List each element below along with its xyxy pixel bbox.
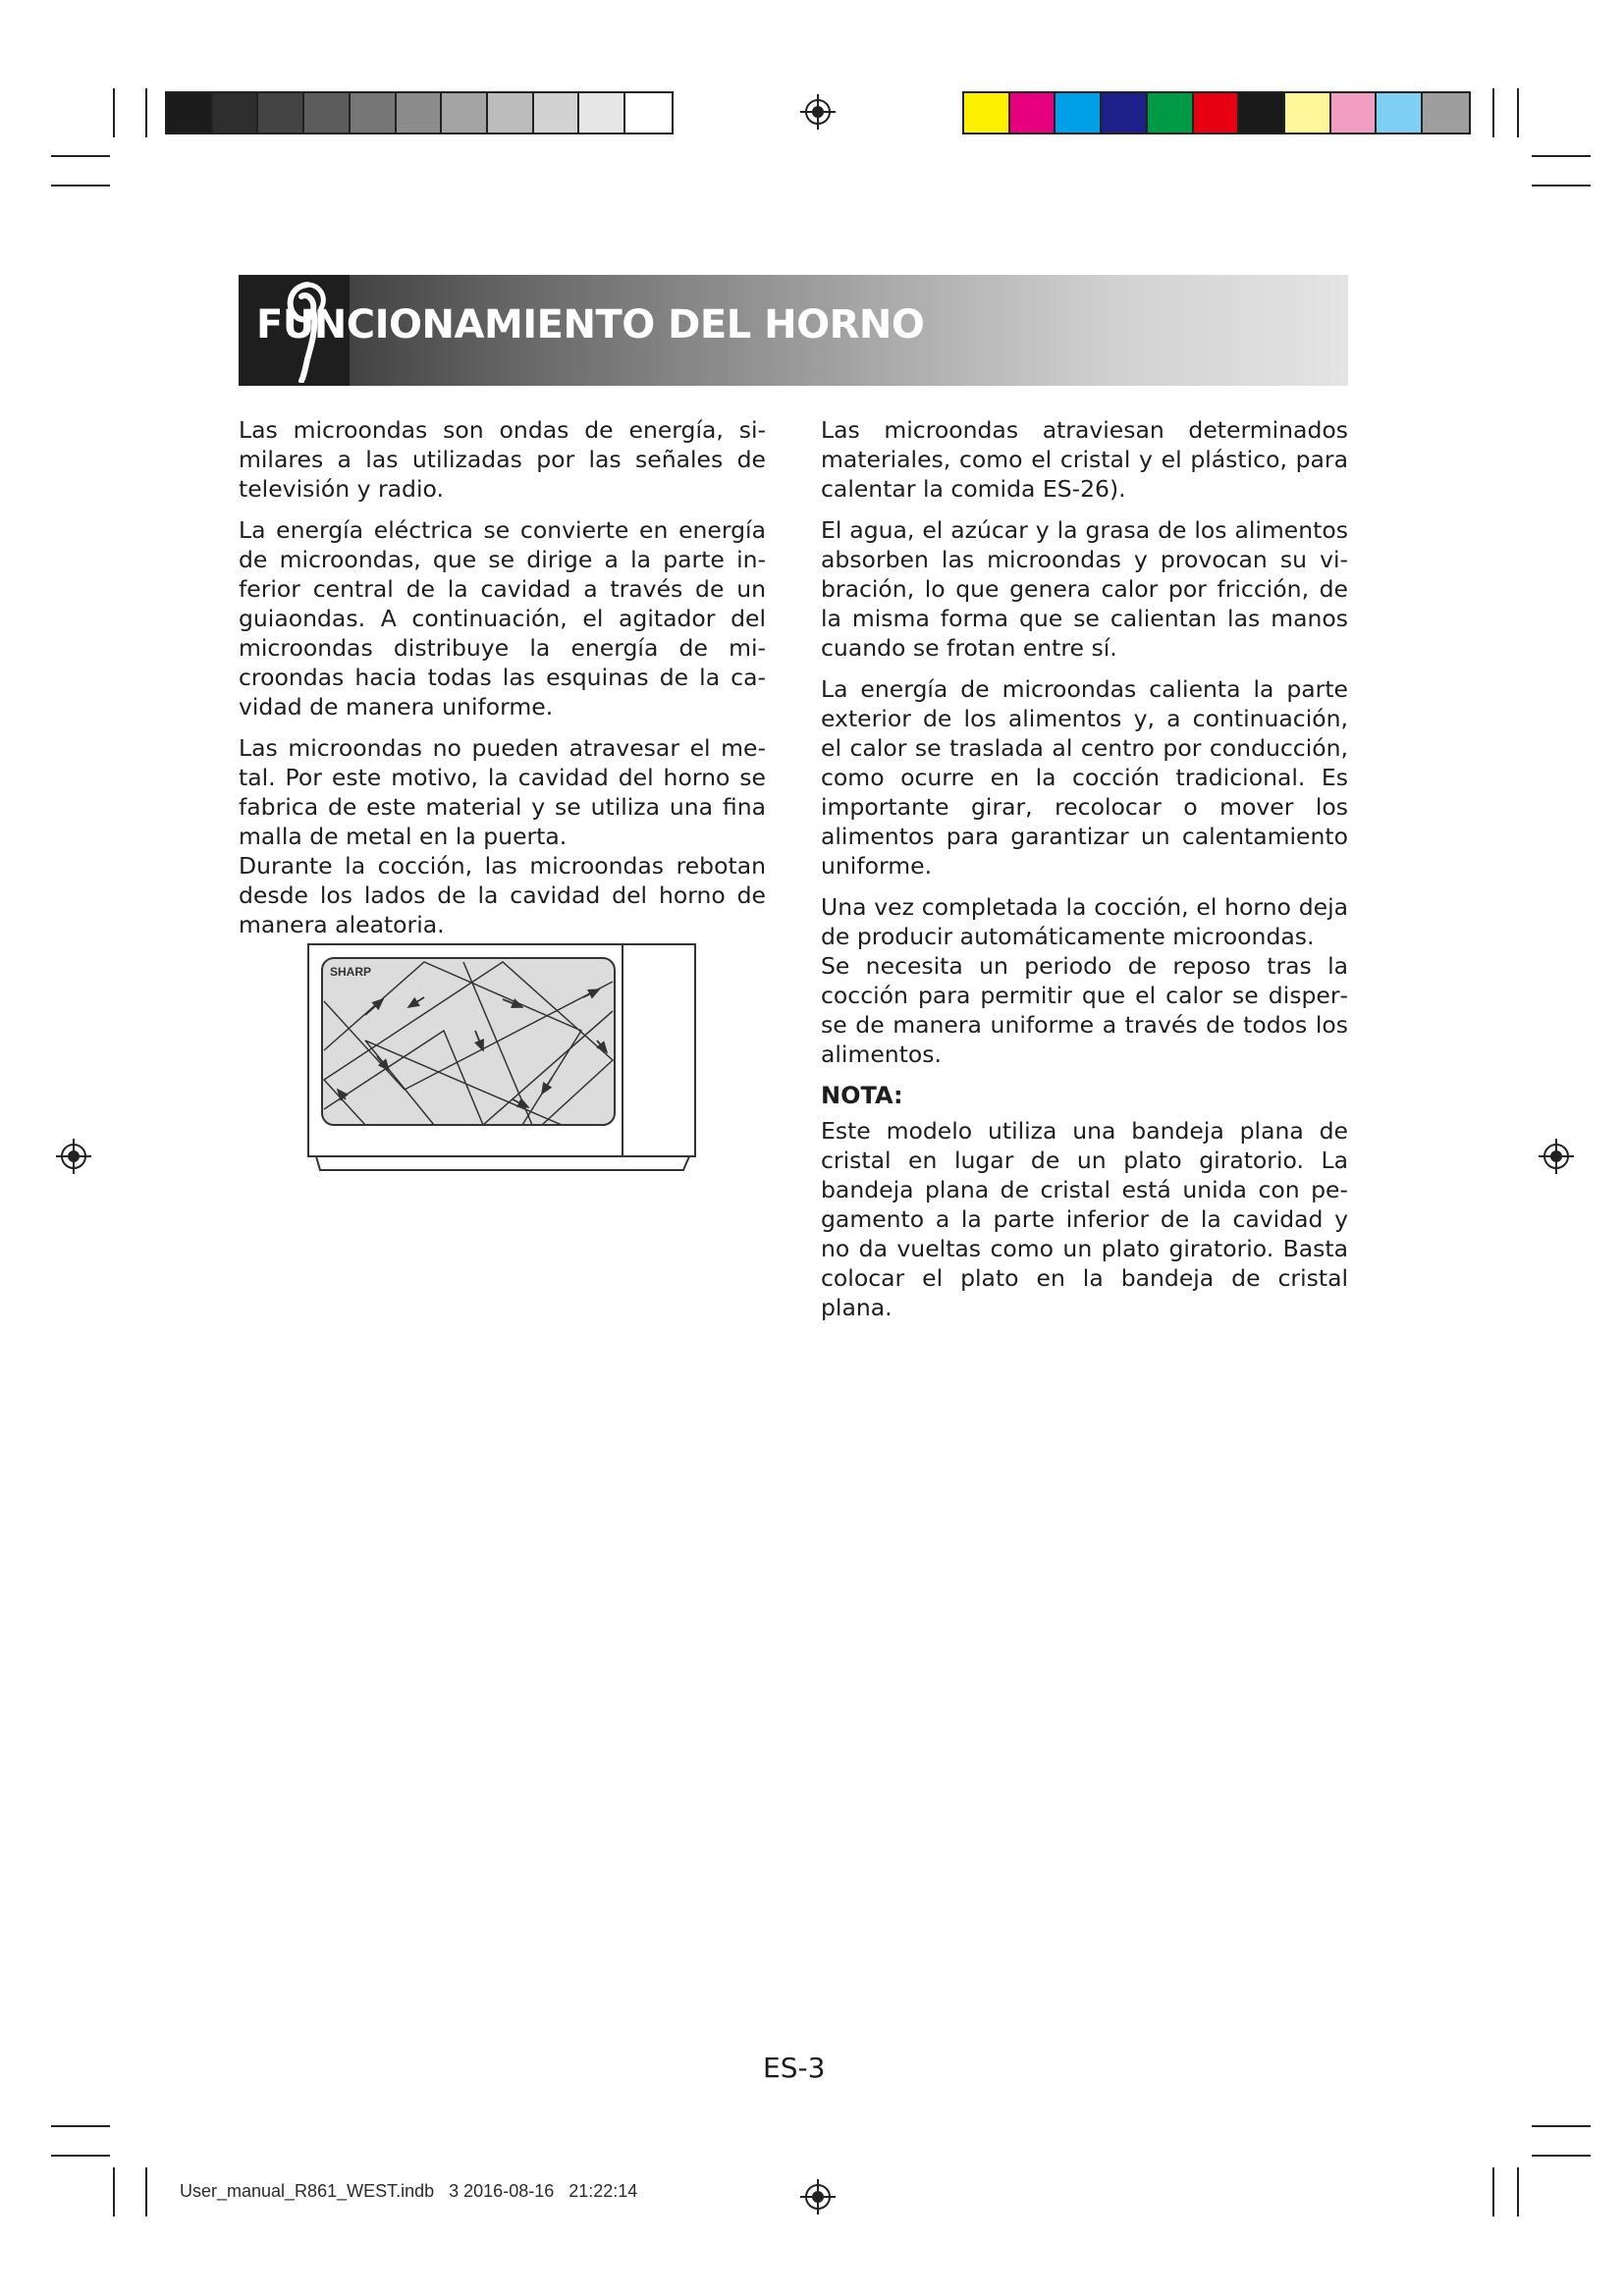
section-heading-banner: [239, 275, 1348, 386]
paragraph: Las microondas atraviesan determinados materiales, como el cristal y el plástico, para calentar la comida ES-26).: [821, 416, 1348, 503]
microwave-reflection-diagram: [306, 942, 699, 1178]
crop-mark: [1492, 2167, 1494, 2216]
crop-mark: [113, 2167, 115, 2216]
calibration-swatch: [1148, 93, 1194, 133]
paragraph: La energía eléctrica se convierte en energía de microondas, que se dirige a la parte inferior central de la cavidad a través de un guiaondas. A continuación, el agitador del microondas distribuye la energía de microondas hacia todas las esquinas de la cavidad de manera uniforme.: [239, 516, 766, 721]
page-title: FUNCIONAMIENTO DEL HORNO: [256, 302, 925, 347]
grayscale-calibration-bar: [165, 91, 674, 134]
left-column: [239, 415, 766, 951]
paragraph: La energía de microondas calienta la parte exterior de los alimentos y, a continuación, el calor se traslada al centro por conducción, como ocurre en la cocción tradicional. Es importante girar, recolocar o mover los alimentos para garantizar un calentamiento uniforme.: [821, 675, 1348, 880]
paragraph: Se necesita un periodo de reposo tras la cocción para permitir que el calor se disperse de manera uniforme a través de todos los alimentos.: [821, 952, 1348, 1068]
registration-mark-icon: [1537, 1137, 1576, 1176]
calibration-swatch: [1056, 93, 1102, 133]
registration-mark-icon: [798, 92, 838, 132]
crop-mark: [1517, 88, 1519, 137]
crop-mark: [51, 155, 110, 157]
paragraph: Una vez completada la cocción, el horno deja de producir automáticamente microondas.: [821, 893, 1348, 950]
crop-mark: [51, 185, 110, 187]
calibration-swatch: [258, 93, 304, 133]
right-column: [821, 415, 1348, 1334]
calibration-swatch: [1423, 93, 1469, 133]
calibration-swatch: [1102, 93, 1148, 133]
crop-mark: [145, 2167, 147, 2216]
brand-logo: SHARP: [330, 965, 372, 979]
operation-letter-icon: [278, 281, 337, 383]
calibration-swatch: [1194, 93, 1240, 133]
crop-mark: [1532, 185, 1591, 187]
crop-mark: [1532, 2155, 1591, 2157]
paragraph: Las microondas no pueden atravesar el metal. Por este motivo, la cavidad del horno se fabrica de este material y se utiliza una fina malla de metal en la puerta.: [239, 734, 766, 850]
page-number: ES-3: [763, 2052, 826, 2084]
calibration-swatch: [488, 93, 534, 133]
calibration-swatch: [1239, 93, 1285, 133]
crop-mark: [51, 2155, 110, 2157]
crop-mark: [1517, 2167, 1519, 2216]
crop-mark: [1492, 88, 1494, 137]
calibration-swatch: [534, 93, 580, 133]
calibration-swatch: [397, 93, 443, 133]
crop-mark: [1532, 155, 1591, 157]
paragraph: Las microondas son ondas de energía, similares a las utilizadas por las señales de televisión y radio.: [239, 416, 766, 503]
crop-mark: [1532, 2125, 1591, 2127]
calibration-swatch: [304, 93, 351, 133]
calibration-swatch: [442, 93, 488, 133]
crop-mark: [51, 2125, 110, 2127]
registration-mark-icon: [798, 2177, 838, 2216]
crop-mark: [113, 88, 115, 137]
print-slug: User_manual_R861_WEST.indb 3 2016-08-16 21:22:14: [180, 2181, 638, 2201]
calibration-swatch: [167, 93, 213, 133]
color-calibration-bar: [962, 91, 1471, 134]
calibration-swatch: [964, 93, 1010, 133]
calibration-swatch: [351, 93, 397, 133]
crop-mark: [145, 88, 147, 137]
calibration-swatch: [1331, 93, 1378, 133]
paragraph: El agua, el azúcar y la grasa de los alimentos absorben las microondas y provocan su vibración, lo que genera calor por fricción, de la misma forma que se calientan las manos cuando se frotan entre sí.: [821, 516, 1348, 662]
note-heading: NOTA:: [821, 1082, 903, 1109]
note-paragraph: Este modelo utiliza una bandeja plana de cristal en lugar de un plato giratorio. La bandeja plana de cristal está unida con pegamento a la parte inferior de la cavidad y no da vueltas como un plato giratorio. Basta colocar el plato en la bandeja de cristal plana.: [821, 1117, 1348, 1321]
registration-mark-icon: [54, 1137, 93, 1176]
calibration-swatch: [213, 93, 259, 133]
calibration-swatch: [1010, 93, 1056, 133]
calibration-swatch: [579, 93, 625, 133]
calibration-swatch: [625, 93, 672, 133]
paragraph: Durante la cocción, las microondas rebotan desde los lados de la cavidad del horno de manera aleatoria.: [239, 852, 766, 938]
calibration-swatch: [1377, 93, 1423, 133]
calibration-swatch: [1285, 93, 1331, 133]
